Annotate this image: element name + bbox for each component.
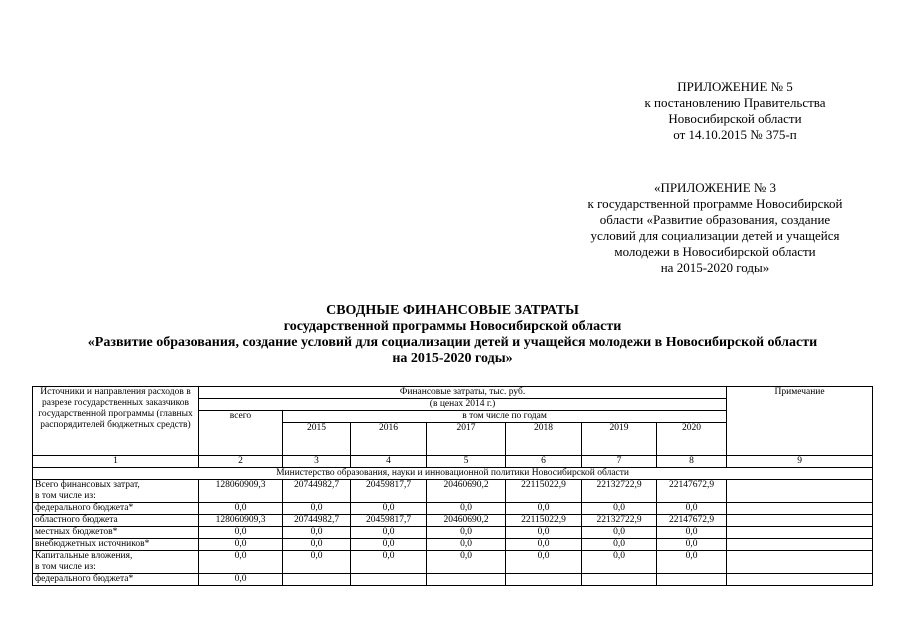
value-cell: 0,0: [427, 503, 506, 515]
value-cell: 0,0: [283, 527, 351, 539]
value-cell: 0,0: [582, 527, 657, 539]
column-number: 4: [351, 456, 427, 468]
value-cell: [582, 574, 657, 586]
value-cell: 0,0: [199, 539, 283, 551]
note-cell: [727, 503, 873, 515]
value-cell: 0,0: [351, 551, 427, 574]
value-cell: 22147672,9: [657, 515, 727, 527]
appendix-3-line: молодежи в Новосибирской области: [614, 244, 816, 259]
sources-header: Источники и направления расходов в разрезе государственных заказчиков государственной программы (главных распорядителей бюджетных средств): [33, 387, 199, 456]
column-number: 7: [582, 456, 657, 468]
value-cell: 0,0: [657, 503, 727, 515]
table-row: [33, 503, 873, 515]
value-cell: 0,0: [199, 503, 283, 515]
value-cell: 22132722,9: [582, 515, 657, 527]
column-number: 2: [199, 456, 283, 468]
year-header: 2016: [351, 423, 427, 456]
value-cell: 20460690,2: [427, 480, 506, 503]
row-label: областного бюджета: [33, 515, 199, 527]
title-line: СВОДНЫЕ ФИНАНСОВЫЕ ЗАТРАТЫ: [326, 303, 579, 318]
note-cell: [727, 539, 873, 551]
value-cell: 0,0: [199, 527, 283, 539]
value-cell: 20459817,7: [351, 480, 427, 503]
note-cell: [727, 480, 873, 503]
appendix-5-block: [600, 79, 870, 143]
title-line: «Развитие образования, создание условий для социализации детей и учащейся молодежи в Новосибирской области: [87, 335, 818, 350]
note-header: Примечание: [727, 387, 873, 456]
column-number: 9: [727, 456, 873, 468]
value-cell: 0,0: [582, 539, 657, 551]
row-label: Всего финансовых затрат, в том числе из:: [33, 480, 199, 503]
value-cell: 0,0: [657, 527, 727, 539]
table-row: [33, 527, 873, 539]
appendix-5-line: Новосибирской области: [668, 111, 802, 126]
value-cell: 0,0: [351, 539, 427, 551]
row-label: федерального бюджета*: [33, 574, 199, 586]
value-cell: [283, 574, 351, 586]
column-numbers-row: [33, 456, 873, 468]
costs-header: Финансовые затраты, тыс. руб.: [199, 387, 727, 399]
document-title: [30, 303, 875, 367]
value-cell: [657, 574, 727, 586]
appendix-3-line: к государственной программе Новосибирской: [587, 196, 843, 211]
note-cell: [727, 527, 873, 539]
title-line: государственной программы Новосибирской области: [283, 319, 622, 334]
row-label: внебюджетных источников*: [33, 539, 199, 551]
value-cell: 0,0: [657, 551, 727, 574]
value-cell: 0,0: [199, 574, 283, 586]
column-number: 6: [506, 456, 582, 468]
value-cell: 128060909,3: [199, 480, 283, 503]
value-cell: 20459817,7: [351, 515, 427, 527]
note-cell: [727, 574, 873, 586]
row-label: местных бюджетов*: [33, 527, 199, 539]
note-cell: [727, 515, 873, 527]
value-cell: 0,0: [582, 551, 657, 574]
section-row: [33, 468, 873, 480]
note-cell: [727, 551, 873, 574]
value-cell: 0,0: [427, 527, 506, 539]
value-cell: [427, 574, 506, 586]
year-header: 2019: [582, 423, 657, 456]
appendix-3-line: на 2015-2020 годы»: [660, 260, 770, 275]
appendix-5-line: от 14.10.2015 № 375-п: [673, 127, 797, 142]
table-row: [33, 574, 873, 586]
table-row: [33, 480, 873, 503]
by-years-header: в том числе по годам: [283, 411, 727, 423]
value-cell: 0,0: [427, 539, 506, 551]
value-cell: 0,0: [506, 551, 582, 574]
header-row: [33, 387, 873, 399]
value-cell: 0,0: [351, 527, 427, 539]
value-cell: 0,0: [582, 503, 657, 515]
value-cell: 22115022,9: [506, 480, 582, 503]
value-cell: 22132722,9: [582, 480, 657, 503]
row-label: Капитальные вложения, в том числе из:: [33, 551, 199, 574]
section-title: Министерство образования, науки и инновационной политики Новосибирской области: [33, 468, 873, 480]
appendix-5-line: к постановлению Правительства: [644, 95, 826, 110]
value-cell: 0,0: [199, 551, 283, 574]
year-header: 2020: [657, 423, 727, 456]
table-row: [33, 551, 873, 574]
value-cell: 0,0: [351, 503, 427, 515]
appendix-3-line: «ПРИЛОЖЕНИЕ № 3: [653, 180, 777, 195]
value-cell: 0,0: [506, 539, 582, 551]
value-cell: [506, 574, 582, 586]
appendix-3-block: [555, 180, 875, 276]
table-row: [33, 515, 873, 527]
value-cell: 0,0: [506, 503, 582, 515]
value-cell: 20744982,7: [283, 515, 351, 527]
column-number: 1: [33, 456, 199, 468]
column-number: 5: [427, 456, 506, 468]
appendix-3-line: области «Развитие образования, создание: [599, 212, 831, 227]
value-cell: 0,0: [657, 539, 727, 551]
year-header: 2017: [427, 423, 506, 456]
title-line: на 2015-2020 годы»: [392, 351, 513, 366]
value-cell: 0,0: [283, 503, 351, 515]
value-cell: 20744982,7: [283, 480, 351, 503]
value-cell: 0,0: [283, 539, 351, 551]
prices-header: (в ценах 2014 г.): [199, 399, 727, 411]
value-cell: 0,0: [506, 527, 582, 539]
value-cell: 0,0: [427, 551, 506, 574]
year-header: 2015: [283, 423, 351, 456]
total-header: всего: [199, 411, 283, 456]
appendix-3-line: условий для социализации детей и учащейся: [590, 228, 840, 243]
table-row: [33, 539, 873, 551]
value-cell: 22115022,9: [506, 515, 582, 527]
appendix-5-line: ПРИЛОЖЕНИЕ № 5: [677, 79, 793, 94]
row-label: федерального бюджета*: [33, 503, 199, 515]
value-cell: 0,0: [283, 551, 351, 574]
value-cell: 128060909,3: [199, 515, 283, 527]
column-number: 8: [657, 456, 727, 468]
financial-costs-table: [32, 386, 873, 586]
year-header: 2018: [506, 423, 582, 456]
value-cell: 22147672,9: [657, 480, 727, 503]
value-cell: [351, 574, 427, 586]
value-cell: 20460690,2: [427, 515, 506, 527]
column-number: 3: [283, 456, 351, 468]
